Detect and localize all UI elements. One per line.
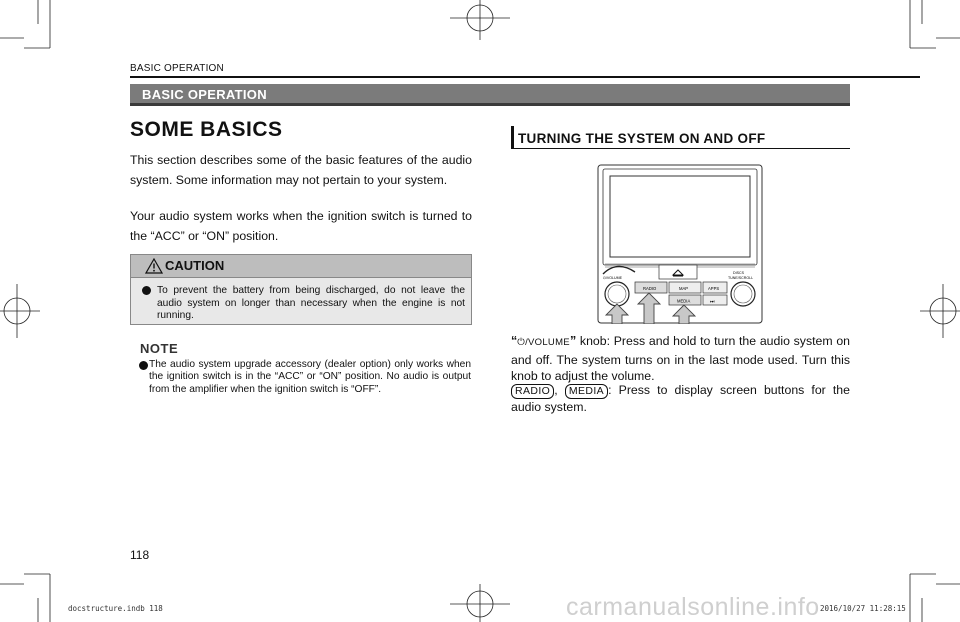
note-label: NOTE [140, 341, 179, 356]
head-unit-illustration [597, 164, 763, 324]
intro-paragraph: This section describes some of the basic features of the audio system. Some information may not pertain to your system. [130, 153, 472, 187]
device-media-button: MEDIA [677, 298, 691, 304]
bullet-icon [142, 286, 151, 295]
watermark: carmanualsonline.info [566, 593, 820, 621]
heading-bar [511, 126, 514, 149]
device-discs-label: DISCS [733, 271, 744, 275]
media-keycap: MEDIA [565, 384, 608, 399]
running-header: BASIC OPERATION [130, 63, 224, 74]
section-band [130, 84, 850, 106]
print-slug: docstructure.indb 118 [68, 604, 163, 613]
volume-knob-paragraph [511, 333, 850, 385]
subsection-heading: TURNING THE SYSTEM ON AND OFF [518, 131, 766, 146]
buttons-paragraph [511, 382, 850, 416]
section-band-title: BASIC OPERATION [142, 87, 267, 102]
section-heading: SOME BASICS [130, 118, 283, 141]
volume-knob-label: ⏻/VOLUME [517, 337, 570, 348]
page-number: 118 [130, 548, 150, 562]
bullet-icon [139, 361, 148, 370]
device-volume-label: ⏻/VOLUME [603, 276, 623, 280]
device-tune-label: TUNE/SCROLL [728, 276, 754, 280]
device-skip-button: ⏭ [710, 299, 715, 305]
caution-header [131, 255, 471, 278]
device-apps-button: APPS [708, 286, 720, 291]
volume-knob-desc: knob: Press and hold to turn the audio system on and off. The system turns on in the last mode used. Turn this knob to adjust the volume. [511, 334, 850, 383]
keycap-separator: , [554, 383, 558, 397]
device-map-button: MAP [679, 286, 689, 291]
caution-label: CAUTION [165, 258, 225, 273]
radio-keycap: RADIO [511, 384, 554, 399]
device-radio-button: RADIO [643, 286, 657, 291]
caution-box [130, 254, 472, 325]
caution-text: To prevent the battery from being discharged, do not leave the audio system on longer than necessary when the engine is not running. [157, 285, 465, 321]
volume-knob-name: “⏻/VOLUME” [511, 334, 577, 348]
note-text: The audio system upgrade accessory (dealer option) only works when the ignition switch is in the “ACC” or “ON” position. No audio is output from the amplifier when the ignition switch is “OFF”. [149, 359, 471, 395]
header-rule [130, 76, 920, 78]
heading-rule [511, 148, 850, 149]
buttons-desc: : Press to display screen buttons for the audio system. [511, 383, 850, 414]
print-slug-date: 2016/10/27 11:28:15 [820, 604, 906, 613]
ignition-paragraph: Your audio system works when the ignition switch is turned to the “ACC” or “ON” position. [130, 209, 472, 243]
warning-triangle-icon [145, 258, 163, 274]
